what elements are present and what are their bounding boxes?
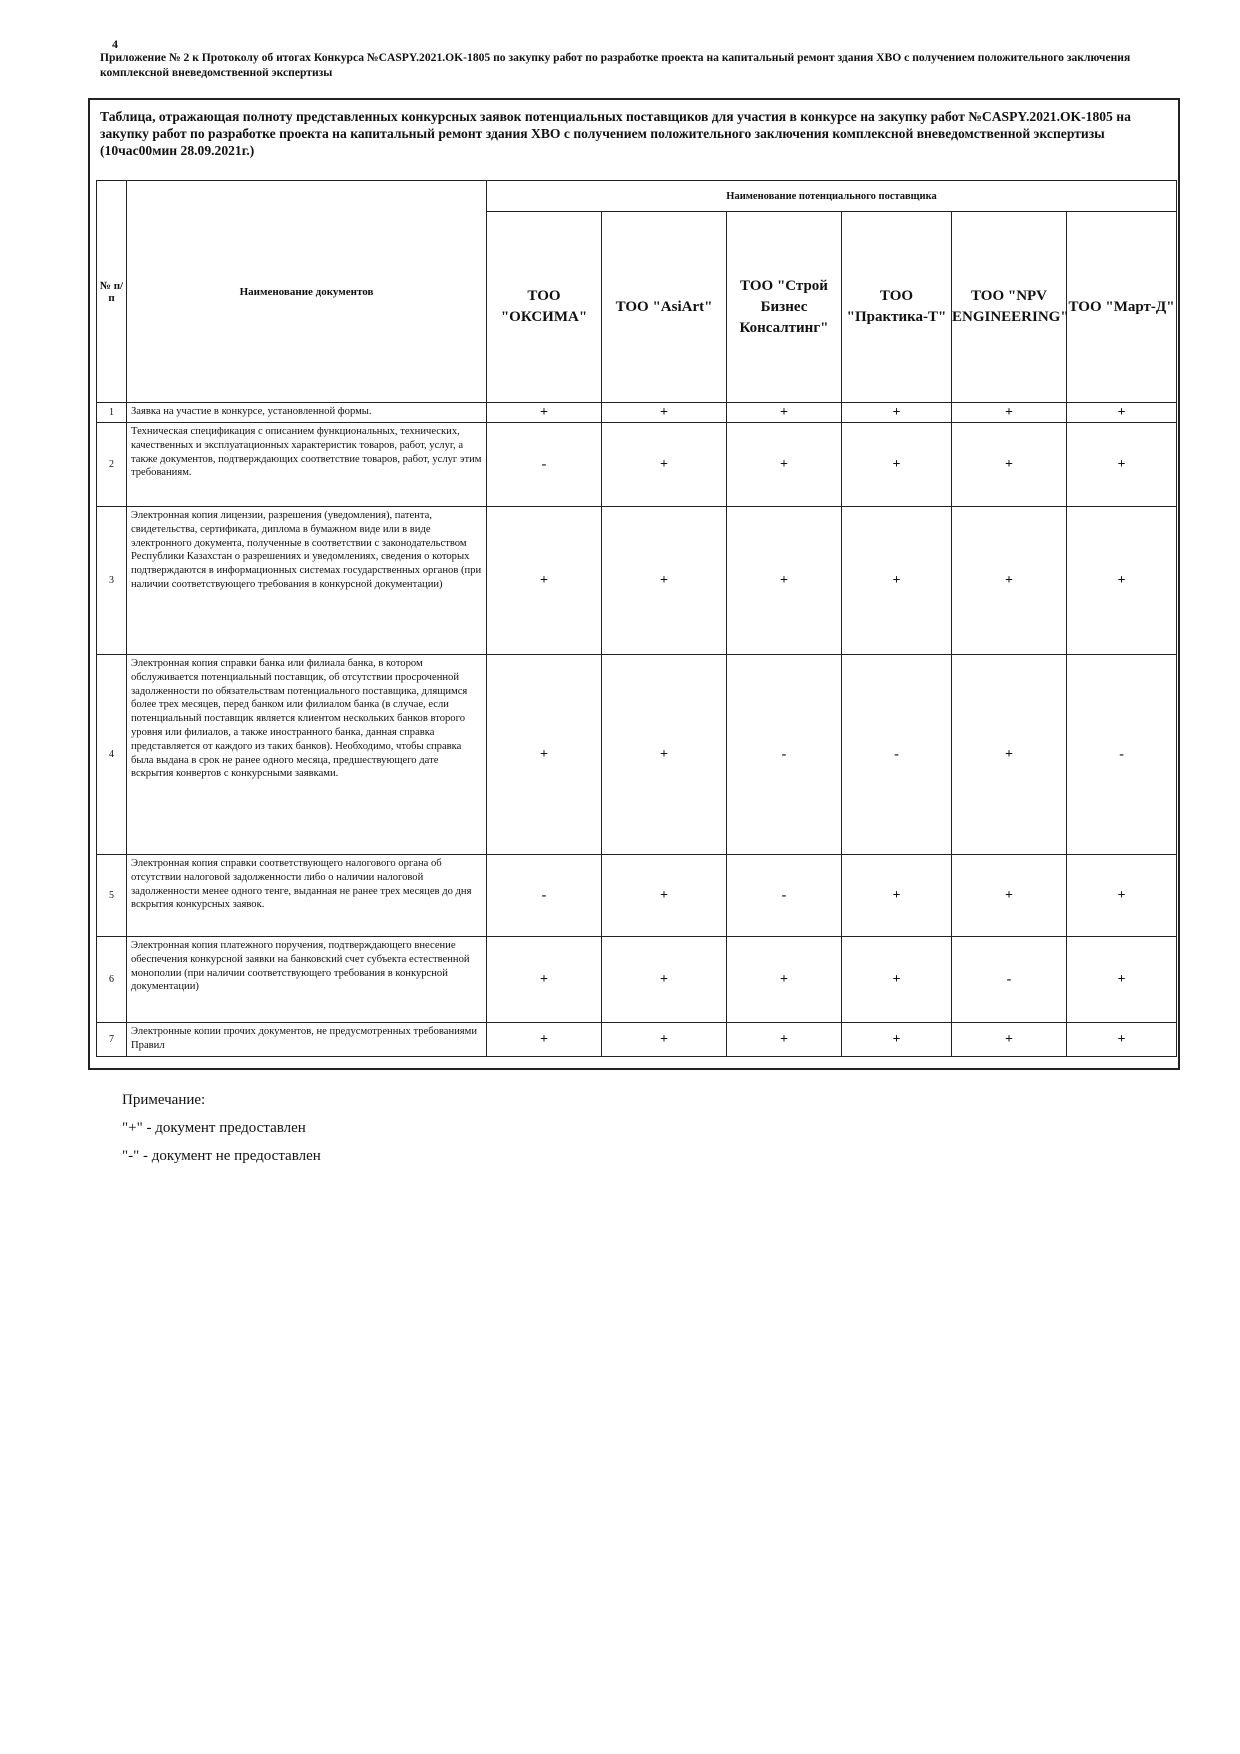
plus-note: "+" - документ предоставлен [122, 1120, 306, 1136]
row-number: 4 [97, 655, 127, 855]
mark-cell: + [1067, 1023, 1177, 1057]
mark-cell: - [487, 423, 602, 507]
document-name: Электронная копия справки соответствующего налогового органа об отсутствии налоговой задолженности либо о наличии налоговой задолженности менее одного тенге, выданная не ранее трех месяцев до дня вскрытия конкурсных заявок. [127, 855, 487, 937]
mark-cell: + [952, 1023, 1067, 1057]
mark-cell: - [842, 655, 952, 855]
mark-cell: + [1067, 507, 1177, 655]
mark-cell: + [1067, 937, 1177, 1023]
mark-cell: + [487, 507, 602, 655]
row-number: 3 [97, 507, 127, 655]
mark-cell: + [487, 937, 602, 1023]
table-row [97, 403, 1177, 423]
mark-cell: - [487, 855, 602, 937]
mark-cell: + [487, 655, 602, 855]
mark-cell: + [487, 1023, 602, 1057]
mark-cell: + [842, 423, 952, 507]
mark-cell: - [1067, 655, 1177, 855]
row-number: 1 [97, 403, 127, 423]
mark-cell: + [602, 937, 727, 1023]
notes-title: Примечание: [122, 1092, 206, 1108]
table-row [97, 655, 1177, 855]
supplier-header: ТОО "Март-Д" [1067, 212, 1177, 403]
document-name: Электронная копия лицензии, разрешения (уведомления), патента, свидетельства, сертификата, диплома в бумажном виде или в виде электронного документа, полученные в соответствии с законодательством Республики Казахстан о разрешениях и уведомлениях, сведения о которых подтверждаются в информационных системах государственных органов (при наличии соответствующего требования в конкурсной документации) [127, 507, 487, 655]
mark-cell: + [602, 655, 727, 855]
mark-cell: + [952, 507, 1067, 655]
mark-cell: + [842, 855, 952, 937]
table-row [97, 1023, 1177, 1057]
mark-cell: + [952, 655, 1067, 855]
mark-cell: - [727, 655, 842, 855]
table-row [97, 855, 1177, 937]
mark-cell: + [1067, 855, 1177, 937]
table-row [97, 507, 1177, 655]
row-number: 5 [97, 855, 127, 937]
mark-cell: + [842, 1023, 952, 1057]
suppliers-group-header: Наименование потенциального поставщика [487, 181, 1177, 212]
mark-cell: + [727, 937, 842, 1023]
mark-cell: - [727, 855, 842, 937]
row-number: 2 [97, 423, 127, 507]
col-num-header: № п/п [97, 181, 127, 403]
table-row [97, 937, 1177, 1023]
table-row [97, 423, 1177, 507]
mark-cell: + [602, 403, 727, 423]
mark-cell: + [602, 1023, 727, 1057]
header-note: Приложение № 2 к Протоколу об итогах Конкурса №CASPY.2021.OK-1805 по закупку работ по разработке проекта на капитальный ремонт здания ХВО с получением положительного заключения комплексной вневедомственной экспертизы [100, 51, 1131, 79]
mark-cell: + [842, 937, 952, 1023]
mark-cell: + [952, 423, 1067, 507]
mark-cell: + [727, 403, 842, 423]
mark-cell: + [842, 403, 952, 423]
notes-block [122, 1086, 321, 1170]
mark-cell: + [727, 1023, 842, 1057]
document-name: Электронные копии прочих документов, не предусмотренных требованиями Правил [127, 1023, 487, 1057]
mark-cell: + [952, 403, 1067, 423]
row-number: 6 [97, 937, 127, 1023]
supplier-header: ТОО "AsiArt" [602, 212, 727, 403]
row-number: 7 [97, 1023, 127, 1057]
document-name: Электронная копия справки банка или филиала банка, в котором обслуживается потенциальный поставщик, об отсутствии просроченной задолженности по обязательствам потенциального поставщика, длящимся более трех месяцев, перед банком или филиалом банка (в случае, если потенциальный поставщик является клиентом нескольких банков второго уровня или филиалов, а также иностранного банка, данная справка представляется от каждого из таких банков). Необходимо, чтобы справка была выдана в срок не ранее одного месяца, предшествующего дате вскрытия конвертов с конкурсными заявками. [127, 655, 487, 855]
mark-cell: + [1067, 403, 1177, 423]
document-name: Техническая спецификация с описанием функциональных, технических, качественных и эксплуатационных характеристик товаров, работ, услуг, а также документов, подтверждающих соответствие товаров, работ, услуг этим требованиям. [127, 423, 487, 507]
page-number: 4 [112, 37, 118, 51]
mark-cell: + [487, 403, 602, 423]
mark-cell: + [602, 507, 727, 655]
supplier-header: ТОО "Строй Бизнес Консалтинг" [727, 212, 842, 403]
col-docs-header: Наименование документов [127, 181, 487, 403]
minus-note: "-" - документ не предоставлен [122, 1148, 321, 1164]
mark-cell: + [727, 423, 842, 507]
mark-cell: - [952, 937, 1067, 1023]
supplier-header: ТОО "Практика-Т" [842, 212, 952, 403]
mark-cell: + [602, 855, 727, 937]
mark-cell: + [602, 423, 727, 507]
document-name: Электронная копия платежного поручения, подтверждающего внесение обеспечения конкурсной заявки на банковский счет субъекта естественной монополии (при наличии соответствующего требования в конкурсной документации) [127, 937, 487, 1023]
supplier-header: ТОО "ОКСИМА" [487, 212, 602, 403]
mark-cell: + [952, 855, 1067, 937]
mark-cell: + [727, 507, 842, 655]
supplier-header: ТОО "NPV ENGINEERING" [952, 212, 1067, 403]
table-title: Таблица, отражающая полноту представленных конкурсных заявок потенциальных поставщиков для участия в конкурсе на закупку работ №CASPY.2021.OK-1805 на закупку работ по разработке проекта на капитальный ремонт здания ХВО с получением положительного заключения комплексной вневедомственной экспертизы (10час00мин 28.09.2021г.) [100, 109, 1131, 158]
mark-cell: + [842, 507, 952, 655]
completeness-table [96, 180, 1177, 1057]
mark-cell: + [1067, 423, 1177, 507]
document-name: Заявка на участие в конкурсе, установленной формы. [127, 403, 487, 423]
